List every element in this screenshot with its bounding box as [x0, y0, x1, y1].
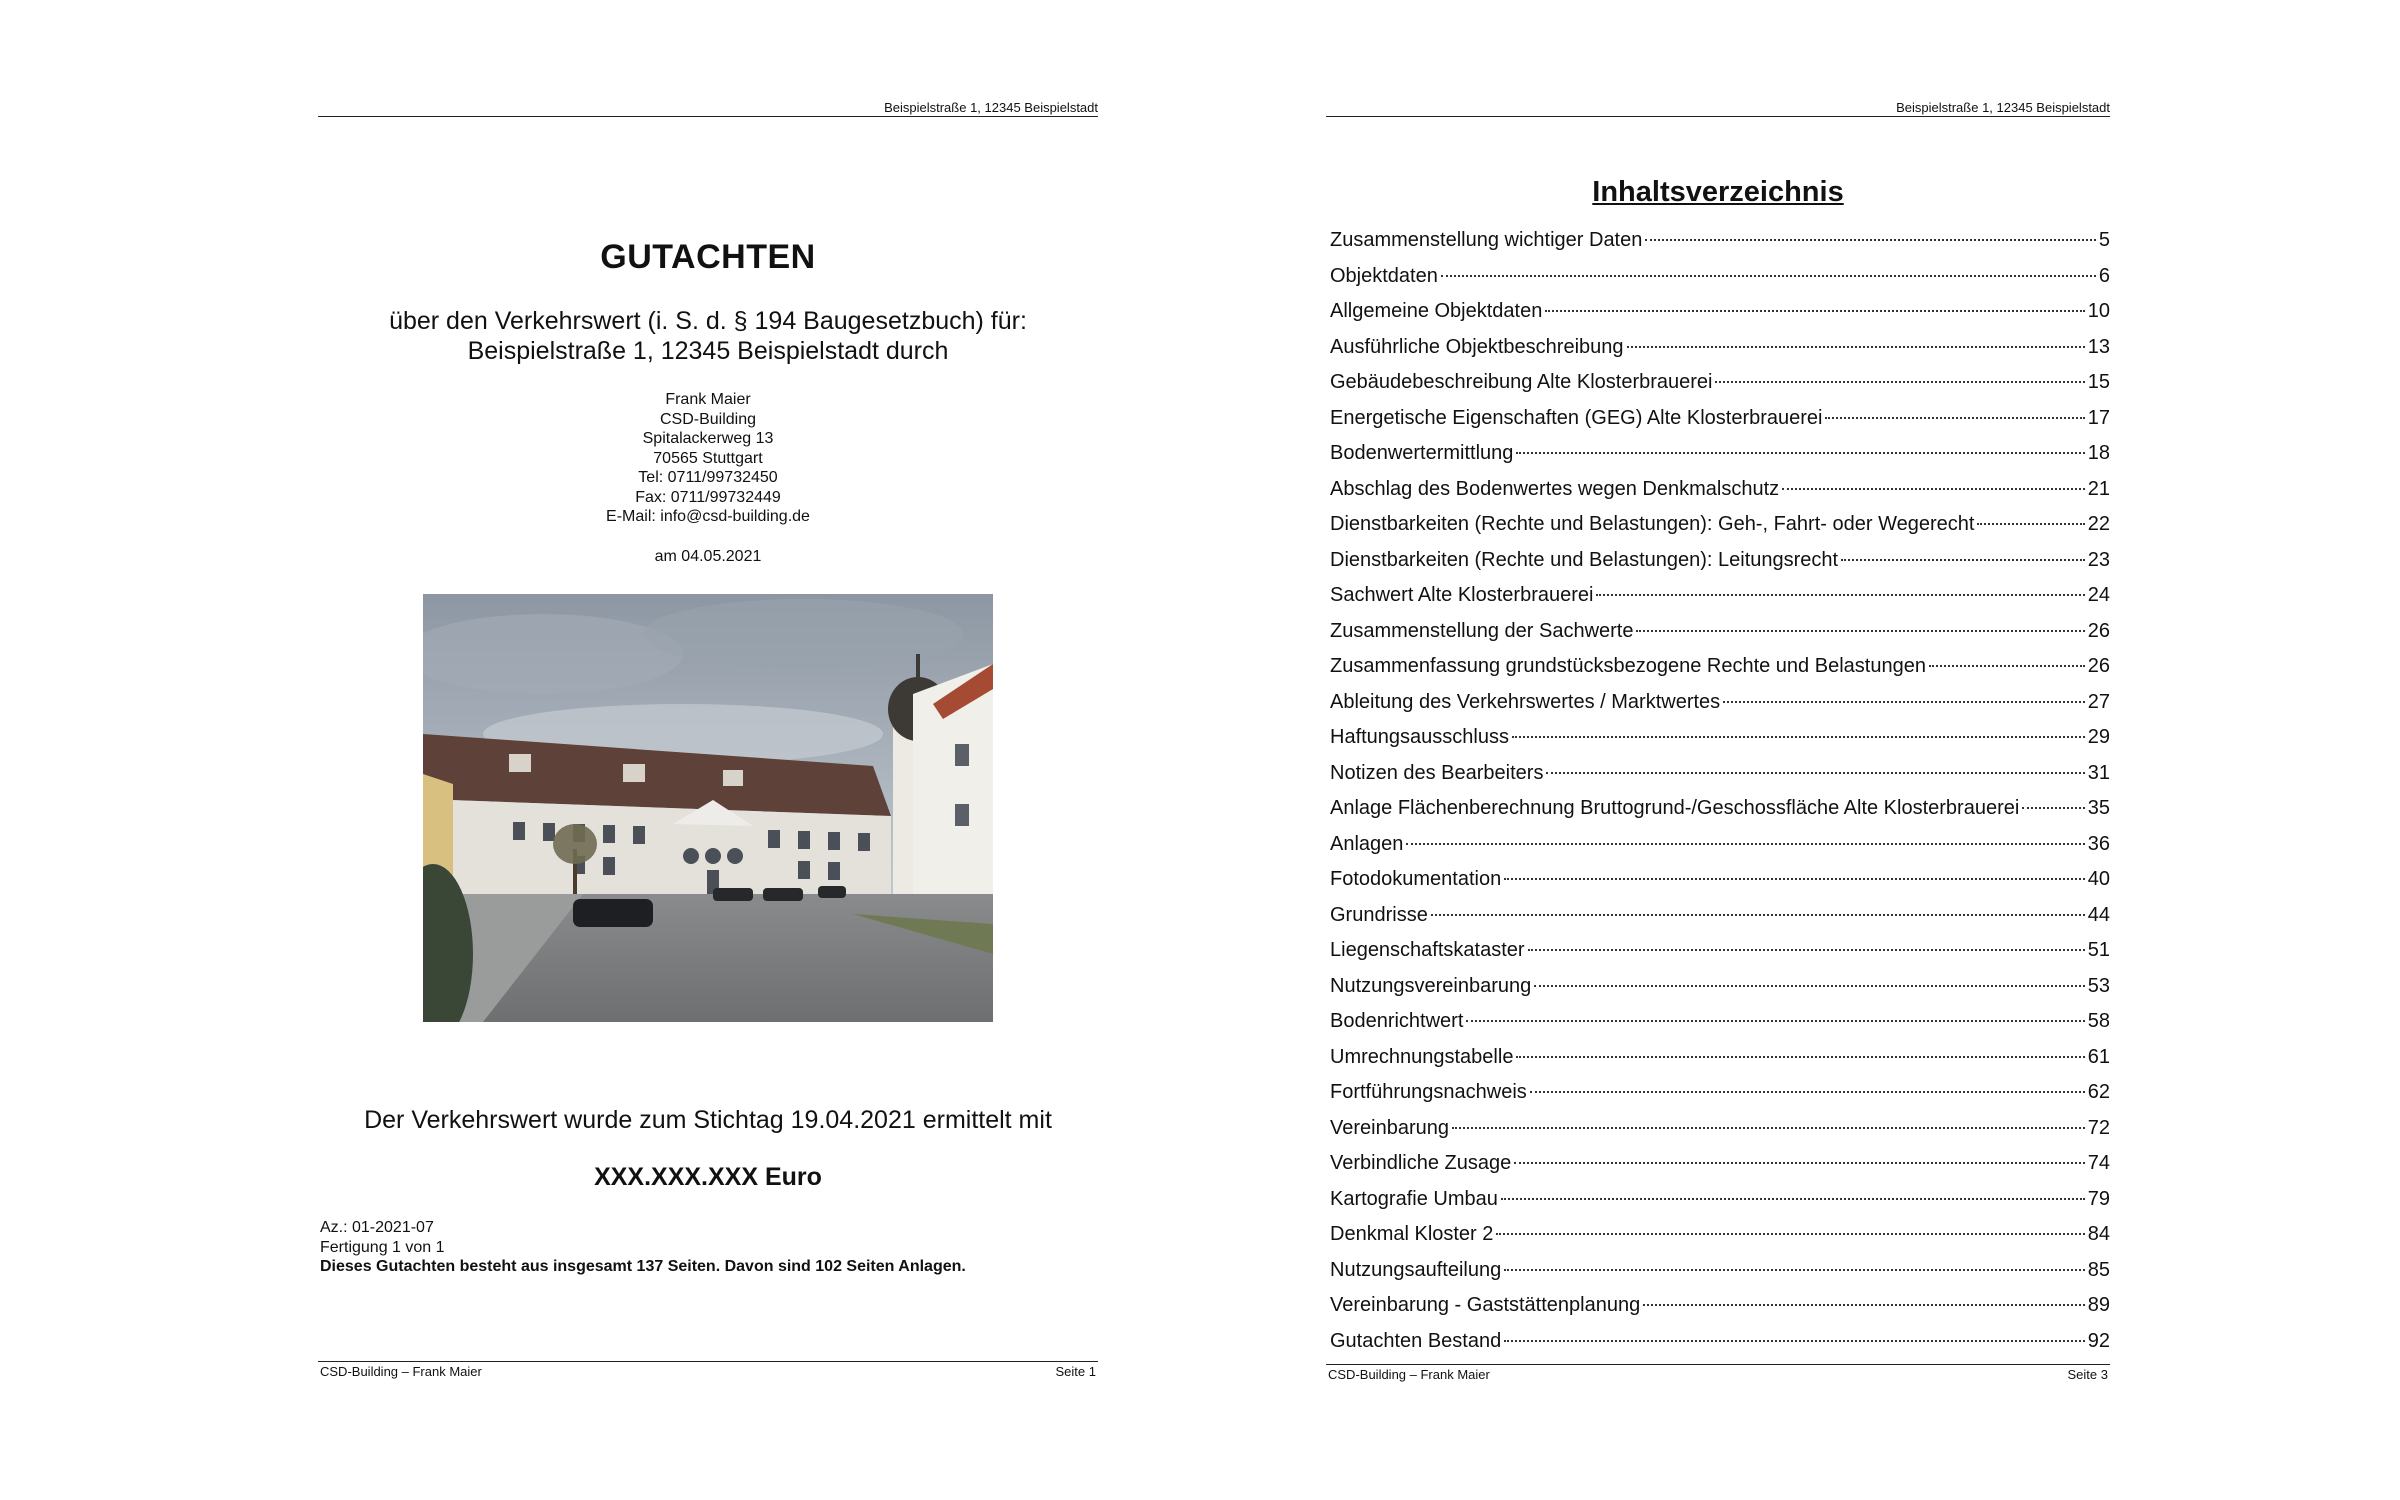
toc-entry-page: 10 [2087, 300, 2110, 322]
toc-entry-title: Sachwert Alte Klosterbrauerei [1330, 584, 1594, 606]
toc-leader-dots [1431, 914, 2085, 916]
toc-entry-page: 85 [2087, 1258, 2110, 1281]
toc-entry-page: 5 [2098, 229, 2110, 251]
toc-leader-dots [1501, 1198, 2085, 1200]
author-fax: Fax: 0711/99732449 [635, 488, 781, 506]
report-date: am 04.05.2021 [654, 548, 762, 565]
author-name: Frank Maier [665, 391, 751, 408]
toc-entry[interactable] [1330, 1294, 2110, 1330]
file-number: Az.: 01-2021-07 [320, 1219, 434, 1236]
toc-entry[interactable] [1330, 549, 2110, 585]
toc-entry[interactable] [1330, 1223, 2110, 1259]
toc-entry[interactable] [1330, 371, 2110, 407]
toc-entry[interactable] [1330, 691, 2110, 727]
toc-entry-title: Vereinbarung - Gaststättenplanung [1330, 1294, 1641, 1316]
toc-entry-page: 53 [2087, 974, 2110, 997]
toc-entry-page: 26 [2087, 619, 2110, 642]
toc-leader-dots [1504, 878, 2085, 880]
toc-entry-page: 40 [2087, 868, 2110, 890]
toc-leader-dots [1545, 310, 2084, 312]
footer-rule [1326, 1364, 2110, 1365]
toc-entry[interactable] [1330, 584, 2110, 620]
toc-entry-title: Allgemeine Objektdaten [1330, 300, 1543, 322]
toc-leader-dots [1452, 1127, 2085, 1129]
toc-entry[interactable] [1330, 655, 2110, 691]
toc-entry[interactable] [1330, 975, 2110, 1011]
toc-leader-dots [1504, 1340, 2085, 1342]
toc-entry-title: Umrechnungstabelle [1330, 1045, 1514, 1068]
toc-leader-dots [2022, 807, 2084, 809]
toc-entry-page: 27 [2087, 690, 2110, 713]
toc-leader-dots [1496, 1233, 2084, 1235]
building-photo [423, 594, 993, 1022]
toc-entry[interactable] [1330, 336, 2110, 372]
toc-entry[interactable] [1330, 797, 2110, 833]
toc-leader-dots [1512, 736, 2085, 738]
document-meta [320, 1218, 966, 1277]
document-subtitle [318, 306, 1098, 366]
subtitle-line-1: über den Verkehrswert (i. S. d. § 194 Baugesetzbuch) für: [389, 307, 1027, 335]
toc-entry-page: 35 [2087, 797, 2110, 819]
page-header: Beispielstraße 1, 12345 Beispielstadt [1896, 100, 2110, 115]
toc-entry-page: 13 [2087, 335, 2110, 358]
toc-entry-title: Bodenwertermittlung [1330, 442, 1514, 464]
toc-leader-dots [1504, 1269, 2085, 1271]
toc-leader-dots [1645, 239, 2096, 241]
toc-leader-dots [1530, 1091, 2085, 1093]
toc-entry-page: 22 [2087, 513, 2110, 535]
toc-entry[interactable] [1330, 1152, 2110, 1188]
toc-entry[interactable] [1330, 1117, 2110, 1153]
toc-entry-page: 51 [2087, 939, 2110, 961]
author-block [318, 390, 1098, 527]
toc-entry-page: 15 [2087, 371, 2110, 393]
toc-list [1330, 229, 2110, 1365]
footer-page-number: Seite 3 [2067, 1367, 2108, 1382]
author-email: E-Mail: info@csd-building.de [606, 508, 810, 525]
header-rule [318, 116, 1098, 117]
toc-entry[interactable] [1330, 904, 2110, 940]
valuation-statement: Der Verkehrswert wurde zum Stichtag 19.04.2021 ermittelt mit [364, 1106, 1052, 1134]
toc-entry-page: 72 [2087, 1116, 2110, 1139]
toc-leader-dots [1516, 452, 2084, 454]
toc-entry[interactable] [1330, 726, 2110, 762]
toc-entry-title: Ableitung des Verkehrswertes / Marktwertes [1330, 690, 1721, 713]
toc-entry-page: 23 [2087, 548, 2110, 571]
toc-entry[interactable] [1330, 1046, 2110, 1082]
header-rule [1326, 116, 2110, 117]
page-footer [1328, 1367, 2108, 1382]
toc-leader-dots [1782, 488, 2085, 490]
toc-entry[interactable] [1330, 229, 2110, 265]
toc-leader-dots [1516, 1056, 2084, 1058]
toc-entry-title: Nutzungsvereinbarung [1330, 974, 1532, 997]
author-city: 70565 Stuttgart [653, 449, 763, 467]
toc-entry-title: Gutachten Bestand [1330, 1329, 1502, 1352]
toc-entry-title: Fotodokumentation [1330, 868, 1502, 890]
toc-entry[interactable] [1330, 265, 2110, 301]
toc-entry-title: Energetische Eigenschaften (GEG) Alte Klosterbrauerei [1330, 406, 1823, 429]
toc-entry-page: 61 [2087, 1045, 2110, 1068]
toc-entry[interactable] [1330, 1259, 2110, 1295]
toc-entry-page: 84 [2087, 1223, 2110, 1245]
subtitle-line-2: Beispielstraße 1, 12345 Beispielstadt durch [467, 337, 949, 365]
toc-leader-dots [1406, 843, 2084, 845]
toc-entry[interactable] [1330, 1010, 2110, 1046]
author-street: Spitalackerweg 13 [642, 430, 774, 447]
toc-entry-page: 18 [2087, 442, 2110, 464]
toc-entry-title: Liegenschaftskataster [1330, 939, 1525, 961]
toc-entry-title: Haftungsausschluss [1330, 726, 1509, 748]
toc-entry-page: 6 [2098, 264, 2110, 287]
toc-leader-dots [1514, 1162, 2085, 1164]
footer-page-number: Seite 1 [1055, 1364, 1096, 1379]
toc-entry-page: 44 [2087, 903, 2110, 926]
toc-entry-title: Gebäudebeschreibung Alte Klosterbrauerei [1330, 371, 1713, 393]
toc-entry[interactable] [1330, 762, 2110, 798]
toc-leader-dots [1596, 594, 2084, 596]
toc-entry-title: Abschlag des Bodenwertes wegen Denkmalschutz [1330, 477, 1780, 500]
toc-entry[interactable] [1330, 513, 2110, 549]
author-tel: Tel: 0711/99732450 [638, 469, 778, 486]
toc-leader-dots [1636, 630, 2084, 632]
toc-entry-title: Grundrisse [1330, 903, 1428, 926]
toc-entry-page: 29 [2087, 726, 2110, 748]
toc-entry-page: 36 [2087, 832, 2110, 855]
toc-leader-dots [1929, 665, 2085, 667]
toc-entry[interactable] [1330, 1081, 2110, 1117]
toc-entry-title: Nutzungsaufteilung [1330, 1258, 1502, 1281]
page-cover [318, 0, 1098, 1500]
toc-entry-page: 24 [2087, 584, 2110, 606]
toc-entry-page: 62 [2087, 1081, 2110, 1103]
toc-entry-page: 74 [2087, 1152, 2110, 1174]
toc-leader-dots [1441, 275, 2096, 277]
toc-entry[interactable] [1330, 407, 2110, 443]
toc-entry-title: Anlagen [1330, 832, 1404, 855]
toc-entry-page: 21 [2087, 477, 2110, 500]
toc-entry[interactable] [1330, 868, 2110, 904]
toc-entry[interactable] [1330, 1188, 2110, 1224]
toc-leader-dots [1466, 1020, 2084, 1022]
page-toc [1326, 0, 2110, 1500]
toc-entry[interactable] [1330, 442, 2110, 478]
toc-title: Inhaltsverzeichnis [1592, 176, 1844, 208]
toc-entry-title: Denkmal Kloster 2 [1330, 1223, 1494, 1245]
toc-entry[interactable] [1330, 478, 2110, 514]
toc-entry-page: 58 [2087, 1010, 2110, 1032]
page-footer [320, 1364, 1096, 1379]
toc-entry-page: 79 [2087, 1187, 2110, 1210]
toc-entry-title: Zusammenfassung grundstücksbezogene Rechte und Belastungen [1330, 655, 1926, 677]
toc-entry-title: Anlage Flächenberechnung Bruttogrund-/Geschossfläche Alte Klosterbrauerei [1330, 797, 2020, 819]
toc-entry[interactable] [1330, 620, 2110, 656]
page-count-note: Dieses Gutachten besteht aus insgesamt 137 Seiten. Davon sind 102 Seiten Anlagen. [320, 1258, 966, 1275]
toc-leader-dots [1643, 1304, 2085, 1306]
document-title: GUTACHTEN [600, 238, 816, 276]
toc-entry[interactable] [1330, 833, 2110, 869]
toc-entry-page: 92 [2087, 1329, 2110, 1352]
copy-number: Fertigung 1 von 1 [320, 1238, 445, 1256]
toc-entry-page: 26 [2087, 655, 2110, 677]
toc-entry-title: Bodenrichtwert [1330, 1010, 1464, 1032]
toc-leader-dots [1841, 559, 2085, 561]
toc-entry-title: Ausführliche Objektbeschreibung [1330, 335, 1624, 358]
toc-entry-title: Fortführungsnachweis [1330, 1081, 1527, 1103]
toc-entry-title: Zusammenstellung wichtiger Daten [1330, 229, 1643, 251]
toc-leader-dots [1723, 701, 2085, 703]
valuation-amount: XXX.XXX.XXX Euro [594, 1163, 822, 1191]
page-header: Beispielstraße 1, 12345 Beispielstadt [884, 100, 1098, 115]
footer-author: CSD-Building – Frank Maier [1328, 1367, 1490, 1382]
toc-entry-title: Dienstbarkeiten (Rechte und Belastungen): Geh-, Fahrt- oder Wegerecht [1330, 513, 1975, 535]
toc-entry-page: 89 [2087, 1294, 2110, 1316]
toc-entry-page: 31 [2087, 761, 2110, 784]
toc-entry[interactable] [1330, 300, 2110, 336]
toc-leader-dots [1825, 417, 2084, 419]
toc-leader-dots [1534, 985, 2085, 987]
toc-entry-title: Dienstbarkeiten (Rechte und Belastungen): Leitungsrecht [1330, 548, 1839, 571]
footer-rule [318, 1361, 1098, 1362]
toc-entry-title: Vereinbarung [1330, 1116, 1449, 1139]
toc-leader-dots [1627, 346, 2085, 348]
author-company: CSD-Building [659, 410, 757, 428]
toc-entry-title: Kartografie Umbau [1330, 1187, 1498, 1210]
toc-entry-title: Verbindliche Zusage [1330, 1152, 1512, 1174]
toc-leader-dots [1977, 523, 2084, 525]
toc-entry[interactable] [1330, 1330, 2110, 1366]
toc-entry-title: Notizen des Bearbeiters [1330, 761, 1544, 784]
toc-leader-dots [1546, 772, 2084, 774]
toc-leader-dots [1715, 381, 2084, 383]
toc-leader-dots [1528, 949, 2085, 951]
toc-entry-title: Objektdaten [1330, 264, 1438, 287]
footer-author: CSD-Building – Frank Maier [320, 1364, 482, 1379]
toc-entry[interactable] [1330, 939, 2110, 975]
toc-entry-page: 17 [2087, 406, 2110, 429]
toc-entry-title: Zusammenstellung der Sachwerte [1330, 619, 1634, 642]
